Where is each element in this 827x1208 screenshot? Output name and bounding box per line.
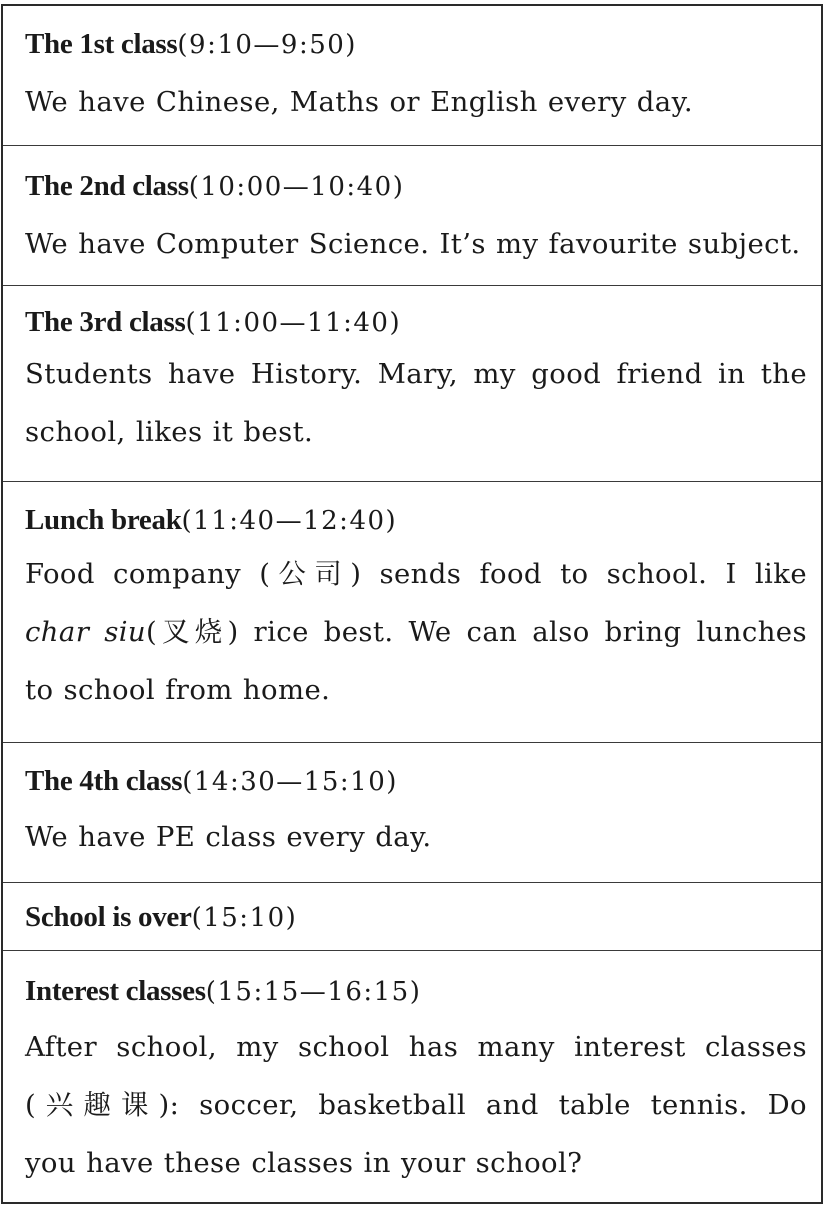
description-line: to school from home. [25,674,331,706]
row-time: (15:15—16:15) [205,977,422,1007]
row-description [25,73,807,131]
schedule-table [1,4,823,1204]
row-description [25,345,807,461]
row-heading [25,899,807,936]
row-heading [25,168,807,205]
row-description [25,545,807,719]
row-title: The 2nd class [25,170,189,202]
description-line: Students have History. Mary, my good friend in the [25,358,807,390]
row-time: (9:10—9:50) [177,30,357,60]
description-line: We have PE class every day. [25,821,432,853]
schedule-row-lunch-break [3,481,821,742]
schedule-row-1st-class [3,6,821,145]
row-title: Interest classes [25,975,206,1007]
row-time: (10:00—10:40) [188,172,405,202]
row-description [25,808,807,866]
row-time: (11:40—12:40) [181,506,398,536]
description-line: Food company (公司) sends food to school. I like [25,558,807,590]
schedule-row-interest-classes [3,950,821,1202]
description-line: (兴趣课): soccer, basketball and table tennis. Do [25,1089,807,1121]
description-line: We have Chinese, Maths or English every day. [25,86,693,118]
row-title: The 3rd class [25,306,186,338]
row-heading [25,304,807,341]
description-line: After school, my school has many interest classes [25,1031,807,1063]
row-heading [25,26,807,63]
row-title: The 4th class [25,765,183,797]
row-title: The 1st class [25,28,178,60]
description-line: We have Computer Science. It’s my favourite subject. [25,228,801,260]
row-heading [25,502,807,539]
italic-term: char siu [25,616,147,648]
description-line: you have these classes in your school? [25,1147,583,1179]
row-description [25,1018,807,1192]
description-line: school, likes it best. [25,416,314,448]
row-time: (14:30—15:10) [182,767,398,797]
row-description [25,215,807,273]
row-heading [25,973,807,1010]
row-heading [25,763,807,800]
row-time: (11:00—11:40) [185,308,402,338]
row-title: Lunch break [25,504,182,536]
description-line [25,603,807,661]
schedule-row-4th-class [3,742,821,882]
row-title: School is over [25,901,192,933]
row-time: (15:10) [191,903,298,933]
schedule-row-school-over [3,882,821,950]
description-text: (叉烧) rice best. We can also bring lunches [146,616,807,648]
schedule-row-3rd-class [3,285,821,481]
schedule-row-2nd-class [3,145,821,285]
